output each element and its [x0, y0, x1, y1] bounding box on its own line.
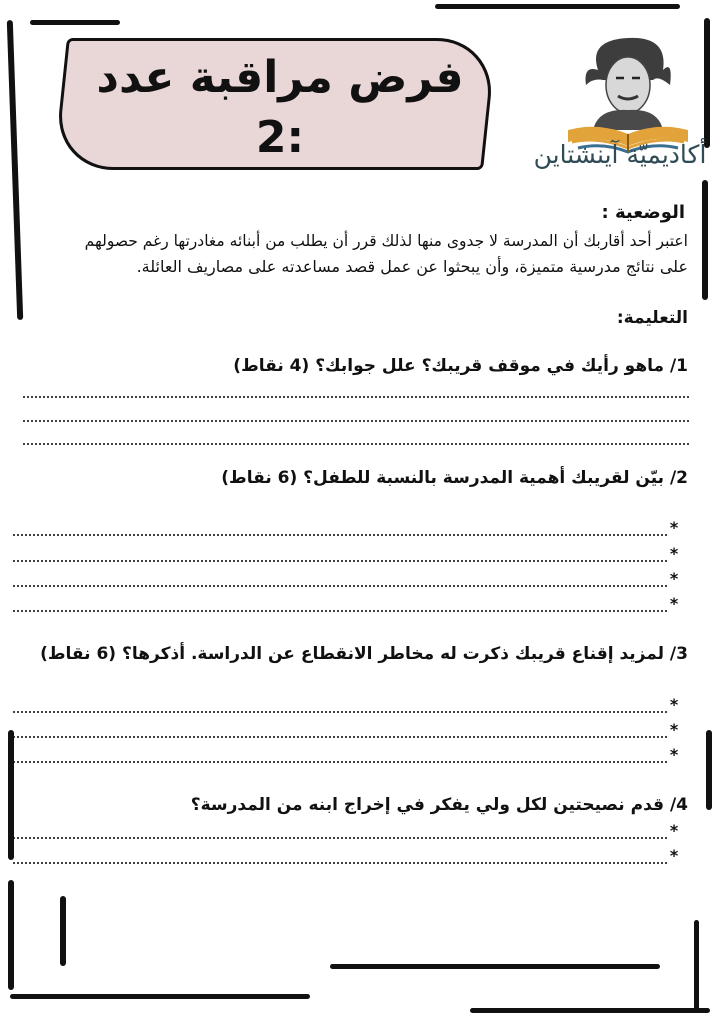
instructions-heading: التعليمة: — [616, 308, 688, 328]
frame-stroke — [470, 1008, 710, 1013]
frame-stroke — [7, 20, 23, 320]
frame-stroke — [330, 964, 660, 969]
answer-line — [22, 396, 690, 398]
answer-line — [12, 837, 668, 839]
answer-marker: * — [669, 821, 679, 840]
answer-marker: * — [669, 745, 679, 764]
frame-stroke — [702, 180, 708, 300]
answer-marker: * — [669, 720, 679, 739]
question-2: 2/ بيّن لقريبك أهمية المدرسة بالنسبة للطفل؟ (6 نقاط) — [221, 468, 688, 488]
answer-line — [12, 610, 668, 612]
question-4: 4/ قدم نصيحتين لكل ولي يفكر في إخراج ابنه من المدرسة؟ — [190, 795, 688, 815]
question-3: 3/ لمزيد إقناع قريبك ذكرت له مخاطر الانقطاع عن الدراسة. أذكرها؟ (6 نقاط) — [40, 644, 688, 664]
answer-marker: * — [669, 518, 679, 537]
frame-stroke — [10, 994, 310, 999]
frame-stroke — [8, 880, 14, 990]
situation-heading: الوضعية : — [601, 202, 685, 223]
situation-line-2: على نتائج مدرسية متميزة، وأن يبحثوا عن عمل قصد مساعدته على مصاريف العائلة. — [136, 257, 688, 276]
logo-text: أكاديميّة آينشتاين — [533, 140, 707, 169]
frame-stroke — [694, 920, 699, 1010]
frame-stroke — [60, 896, 66, 966]
answer-line — [12, 761, 668, 763]
answer-line — [22, 420, 690, 422]
frame-stroke — [8, 730, 14, 860]
situation-line-1: اعتبر أحد أقاربك أن المدرسة لا جدوى منها لذلك قرر أن يطلب من أبنائه مغادرتها رغم حصولهم — [84, 232, 688, 250]
answer-marker: * — [669, 594, 679, 613]
frame-stroke — [435, 4, 680, 9]
answer-marker: * — [669, 846, 679, 865]
answer-line — [12, 711, 668, 713]
answer-line — [12, 862, 668, 864]
answer-line — [12, 560, 668, 562]
frame-stroke — [30, 20, 120, 25]
page-title: فرض مراقبة عدد :2 — [96, 52, 464, 163]
answer-line — [12, 585, 668, 587]
answer-line — [12, 736, 668, 738]
answer-marker: * — [669, 695, 679, 714]
question-1: 1/ ماهو رأيك في موقف قريبك؟ علل جوابك؟ (4 نقاط) — [233, 356, 688, 376]
frame-stroke — [706, 730, 712, 810]
answer-line — [12, 534, 668, 536]
answer-marker: * — [669, 569, 679, 588]
answer-marker: * — [669, 544, 679, 563]
answer-line — [22, 443, 690, 445]
